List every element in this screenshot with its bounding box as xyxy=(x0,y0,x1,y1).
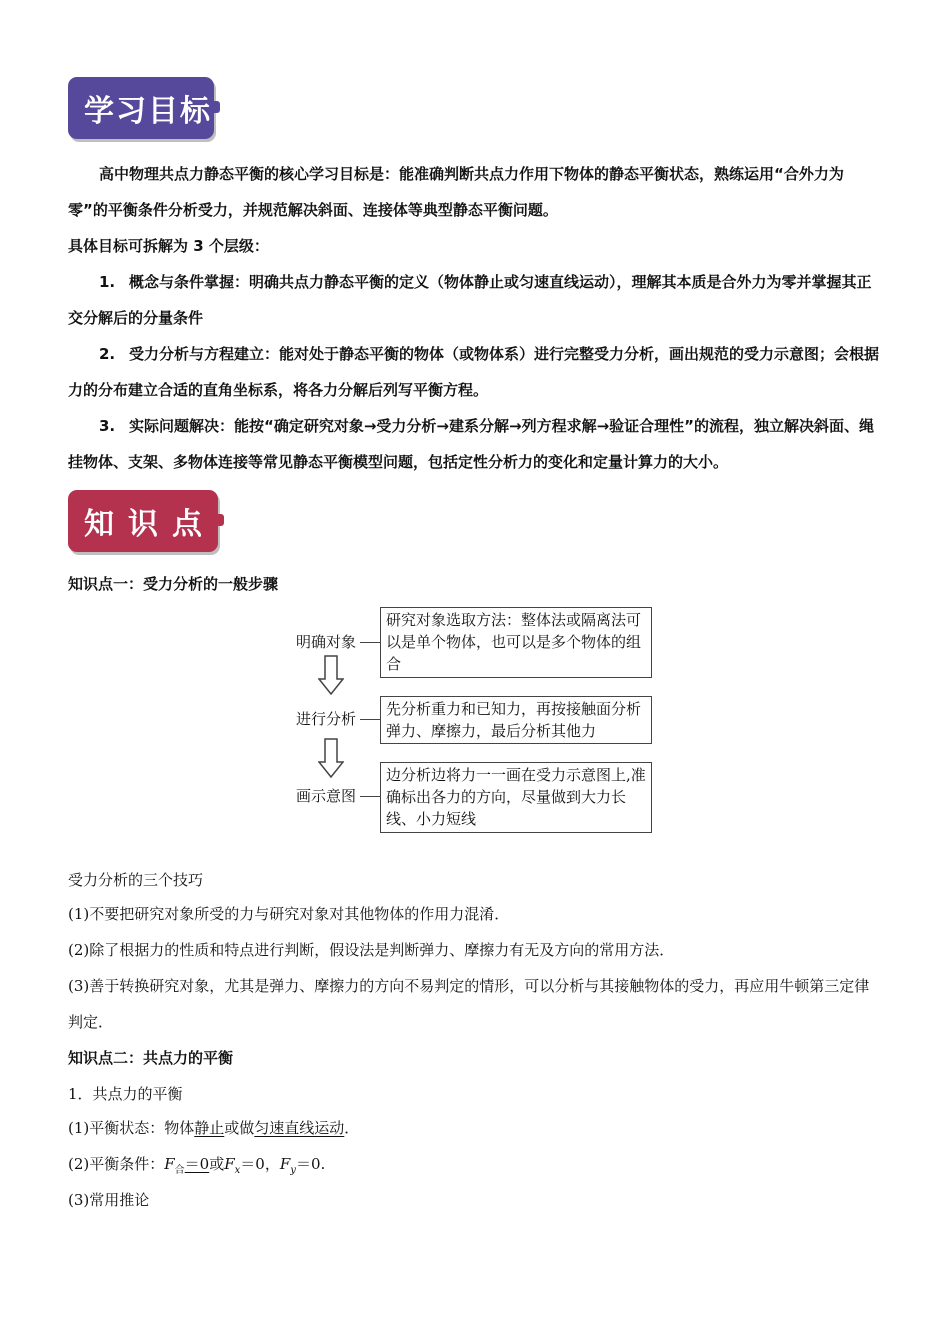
section-banner-knowledge xyxy=(68,490,218,552)
step-box-3: 边分析边将力一一画在受力示意图上,准确标出各力的方向，尽量做到大力长线、小力短线 xyxy=(380,762,652,833)
goal-item-text: 受力分析与方程建立：能对处于静态平衡的物体（或物体系）进行完整受力分析，画出规范的受力示意图；会根据力的分布建立合适的直角坐标系，将各力分解后列写平衡方程。 xyxy=(68,345,880,399)
section-banner-goals xyxy=(68,77,214,139)
underlined-term: 匀速直线运动 xyxy=(254,1119,345,1137)
step-label-2: 进行分析 xyxy=(296,710,357,728)
underlined-term: ＝0 xyxy=(184,1155,210,1173)
kp2-subheading: 1．共点力的平衡 xyxy=(68,1085,183,1103)
connector-line xyxy=(360,796,380,797)
goal-item-number: 1. xyxy=(99,273,116,291)
goal-item-2 xyxy=(68,336,883,408)
tip-1: (1)不要把研究对象所受的力与研究对象对其他物体的作用力混淆． xyxy=(68,905,510,923)
tip-2: (2)除了根据力的性质和特点进行判断，假设法是判断弹力、摩擦力有无及方向的常用方法． xyxy=(68,941,675,959)
tip-3: (3)善于转换研究对象，尤其是弹力、摩擦力的方向不易判定的情形，可以分析与其接触物体的受力，再应用牛顿第三定律判定． xyxy=(68,977,870,1031)
step-label-1: 明确对象 xyxy=(296,633,357,651)
goal-item-text: 概念与条件掌握：明确共点力静态平衡的定义（物体静止或匀速直线运动），理解其本质是合外力为零并掌握其正交分解后的分量条件 xyxy=(68,273,872,327)
goal-item-number: 3. xyxy=(99,417,116,435)
section-title-goals: 学习目标 xyxy=(84,94,212,129)
common-inference: (3)常用推论 xyxy=(68,1191,150,1209)
underlined-term: 静止 xyxy=(194,1119,225,1137)
section-title-knowledge: 知识点 xyxy=(84,507,216,542)
goal-item-1 xyxy=(68,264,883,336)
goals-intro: 高中物理共点力静态平衡的核心学习目标是：能准确判断共点力作用下物体的静态平衡状态，熟练运用“合外力为零”的平衡条件分析受力，并规范解决斜面、连接体等典型静态平衡问题。 xyxy=(68,165,844,219)
kp2-title: 知识点二：共点力的平衡 xyxy=(68,1049,234,1067)
connector-line xyxy=(360,642,380,643)
step-label-3: 画示意图 xyxy=(296,787,357,805)
goal-item-3 xyxy=(68,408,883,480)
down-arrow-icon xyxy=(318,655,344,695)
step-box-2: 先分析重力和已知力，再按接触面分析弹力、摩擦力，最后分析其他力 xyxy=(380,696,652,744)
goals-levels-heading: 具体目标可拆解为 3 个层级： xyxy=(68,237,269,255)
tips-heading: 受力分析的三个技巧 xyxy=(68,871,204,889)
connector-line xyxy=(360,719,380,720)
equilibrium-condition: (2)平衡条件：$F_合=0$或$F_x=0$，$F_y=0$. xyxy=(68,1155,326,1176)
goal-item-number: 2. xyxy=(99,345,116,363)
down-arrow-icon xyxy=(318,738,344,778)
equilibrium-state: (1)平衡状态：物体静止或做匀速直线运动． xyxy=(68,1119,360,1137)
kp1-title: 知识点一：受力分析的一般步骤 xyxy=(68,575,279,593)
goal-item-text: 实际问题解决：能按“确定研究对象→受力分析→建系分解→列方程求解→验证合理性”的流程，独立解决斜面、绳挂物体、支架、多物体连接等常见静态平衡模型问题，包括定性分析力的变化和定量计算力的大小。 xyxy=(68,417,874,471)
step-box-1: 研究对象选取方法：整体法或隔离法可以是单个物体，也可以是多个物体的组合 xyxy=(380,607,652,678)
